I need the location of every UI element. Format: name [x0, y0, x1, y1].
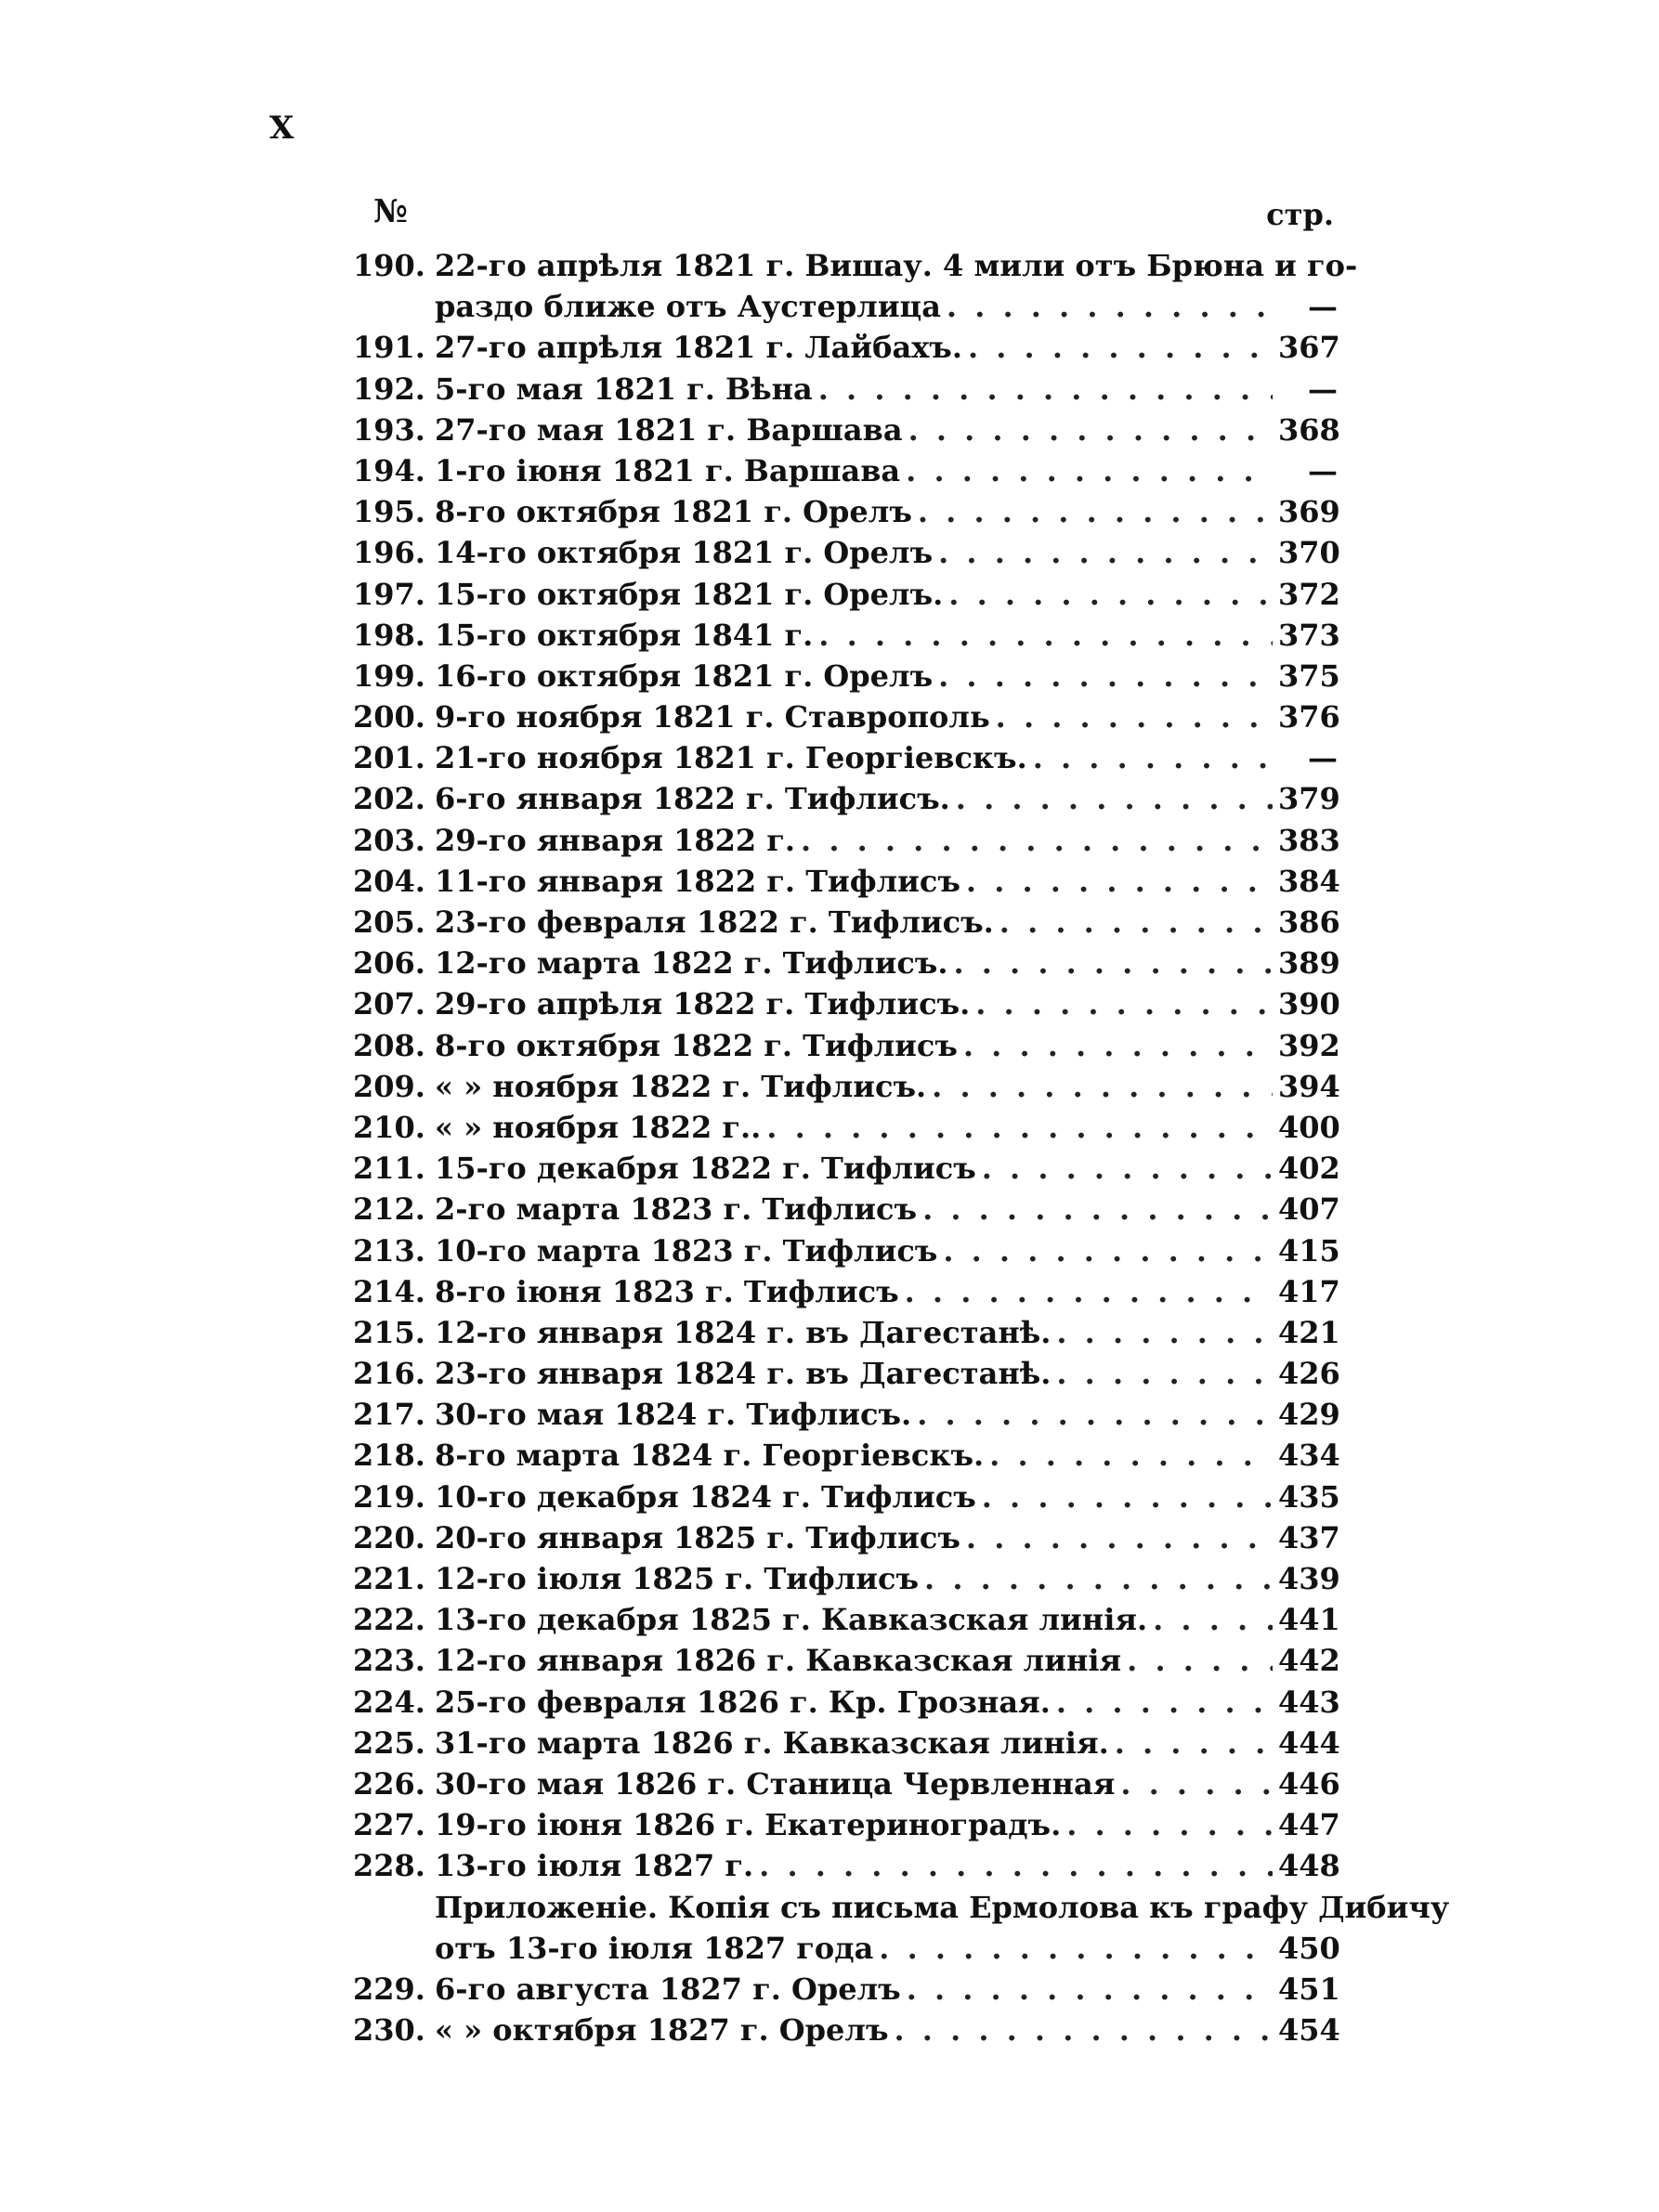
dot-leader — [1120, 1763, 1273, 1804]
dot-leader — [908, 410, 1273, 450]
toc-entry — [353, 615, 1338, 656]
entry-title: « » ноября 1822 г. Тифлисъ. — [435, 1068, 927, 1104]
entry-leader-line — [435, 1558, 1338, 1599]
toc-entry — [353, 410, 1338, 450]
entry-number: 192. — [353, 371, 425, 407]
entry-number: 210. — [353, 1109, 425, 1145]
toc-entry — [353, 902, 1338, 943]
toc-entry — [353, 2010, 1338, 2050]
toc-entry — [353, 1066, 1338, 1107]
entry-title: 12-го іюля 1825 г. Тифлисъ — [435, 1561, 920, 1596]
toc-entry — [353, 1435, 1338, 1476]
entry-title: 16-го октября 1821 г. Орелъ — [435, 657, 934, 694]
dot-leader — [1033, 737, 1273, 778]
dot-leader — [938, 532, 1273, 573]
dot-leader — [906, 450, 1273, 491]
entry-leader-line — [435, 820, 1338, 861]
entry-page: 437 — [1278, 1519, 1340, 1555]
entry-title: 19-го іюня 1826 г. Екатериноградъ. — [435, 1807, 1062, 1843]
entry-title: 30-го мая 1824 г. Тифлисъ. — [435, 1397, 912, 1433]
entry-leader-line — [435, 1928, 1338, 1969]
entry-leader-line — [435, 1025, 1338, 1066]
entry-number: 202. — [353, 781, 425, 817]
entry-title: 8-го октября 1821 г. Орелъ — [435, 494, 912, 530]
entry-page: 434 — [1278, 1438, 1340, 1474]
entry-number: 208. — [353, 1027, 425, 1063]
entry-leader-line — [435, 1969, 1338, 2010]
toc-entry — [353, 1148, 1338, 1189]
entry-title: « » ноября 1822 г.. — [435, 1109, 762, 1145]
dot-leader — [818, 369, 1273, 410]
entry-page: 429 — [1278, 1397, 1340, 1433]
dot-leader — [759, 1845, 1273, 1886]
entry-leader-line — [435, 1271, 1338, 1312]
entry-leader-line — [435, 696, 1338, 737]
entry-title: « » октября 1827 г. Орелъ — [435, 2012, 889, 2049]
entry-leader-line — [435, 983, 1338, 1024]
entry-leader-line — [435, 369, 1338, 410]
entry-title: 30-го мая 1826 г. Станица Червленная — [435, 1765, 1116, 1802]
entry-number: 218. — [353, 1438, 425, 1474]
dot-leader — [918, 491, 1273, 532]
dot-leader — [956, 778, 1273, 819]
toc-entry — [353, 1189, 1338, 1230]
entry-title: 11-го января 1822 г. Тифлисъ — [435, 863, 960, 899]
toc-entry — [353, 574, 1338, 615]
dot-leader — [766, 1107, 1273, 1148]
entry-title: 15-го октября 1841 г. — [435, 617, 814, 653]
toc-entry-line — [353, 245, 1358, 286]
dot-leader — [1056, 1353, 1273, 1394]
entry-page: 392 — [1278, 1027, 1340, 1063]
entry-title: 27-го мая 1821 г. Варшава — [435, 411, 903, 448]
entry-page: 389 — [1278, 945, 1340, 982]
entry-title: 9-го ноября 1821 г. Ставрополь — [435, 699, 990, 735]
entry-number: 219. — [353, 1478, 425, 1515]
entry-number: 217. — [353, 1397, 425, 1433]
entry-page: 375 — [1278, 657, 1340, 694]
entry-number: 200. — [353, 699, 425, 735]
entry-page: 426 — [1278, 1356, 1340, 1392]
entry-number: 213. — [353, 1232, 425, 1269]
entry-title: 1-го іюня 1821 г. Варшава — [435, 452, 901, 488]
toc-entry — [353, 1723, 1338, 1763]
entry-page: 451 — [1278, 1971, 1340, 2007]
entry-number: 209. — [353, 1068, 425, 1104]
entry-leader-line — [435, 450, 1338, 491]
toc-entry — [353, 1394, 1338, 1435]
entry-leader-line — [435, 1230, 1338, 1271]
dot-leader — [966, 1517, 1273, 1558]
entry-title: 12-го марта 1822 г. Тифлисъ. — [435, 945, 948, 982]
toc-entry — [353, 1969, 1338, 2010]
entry-leader-line — [435, 737, 1338, 778]
toc-entry — [353, 656, 1338, 696]
entry-title: 25-го февраля 1826 г. Кр. Грозная. — [435, 1684, 1051, 1720]
toc-entry — [353, 450, 1338, 491]
dot-leader — [953, 943, 1273, 983]
entry-page: 400 — [1278, 1109, 1340, 1145]
entry-title: 5-го мая 1821 г. Вѣна — [435, 371, 813, 407]
entry-title: 14-го октября 1821 г. Орелъ — [435, 535, 934, 571]
entry-title: 20-го января 1825 г. Тифлисъ — [435, 1519, 960, 1555]
dot-leader — [996, 696, 1273, 737]
entry-page: 454 — [1278, 2012, 1340, 2049]
dot-leader — [989, 1435, 1273, 1476]
dot-leader — [1127, 1640, 1273, 1681]
entry-number: 225. — [353, 1724, 425, 1761]
entry-title: 8-го іюня 1823 г. Тифлисъ — [435, 1273, 899, 1309]
entry-leader-line — [435, 1189, 1338, 1230]
entry-page: 441 — [1278, 1602, 1340, 1638]
toc-entry — [353, 1477, 1338, 1517]
entry-page: 369 — [1278, 494, 1340, 530]
dot-leader — [966, 861, 1273, 902]
entry-leader-line — [435, 1517, 1338, 1558]
toc-entry — [353, 1230, 1338, 1271]
toc-entry — [353, 983, 1338, 1024]
entry-title: 21-го ноября 1821 г. Георгіевскъ. — [435, 740, 1027, 776]
dot-leader — [982, 1477, 1273, 1517]
entry-page: — — [1308, 289, 1338, 325]
entry-leader-line — [435, 778, 1338, 819]
entry-page: 442 — [1278, 1643, 1340, 1679]
toc-entry — [353, 1025, 1338, 1066]
entry-page: 384 — [1278, 863, 1340, 899]
dot-leader — [1066, 1804, 1273, 1845]
entry-page: 407 — [1278, 1191, 1340, 1228]
entry-page: 402 — [1278, 1151, 1340, 1187]
toc-entry — [353, 943, 1338, 983]
dot-leader — [924, 1558, 1273, 1599]
entry-leader-line — [435, 615, 1338, 656]
header-page-label: стр. — [1266, 197, 1334, 232]
entry-number: 207. — [353, 986, 425, 1022]
toc-entry-line — [353, 1887, 1450, 1928]
entry-number: 191. — [353, 330, 425, 366]
entry-leader-line — [435, 1435, 1338, 1476]
entry-number: 195. — [353, 494, 425, 530]
entry-leader-line — [435, 491, 1338, 532]
entry-number: 196. — [353, 535, 425, 571]
entry-page: 390 — [1278, 986, 1340, 1022]
toc-entry — [353, 369, 1338, 410]
entry-leader-line — [435, 1599, 1338, 1640]
entry-title: 29-го января 1822 г. — [435, 822, 796, 858]
table-of-contents — [353, 193, 1450, 2050]
entry-number: 226. — [353, 1765, 425, 1802]
entry-number: 227. — [353, 1807, 425, 1843]
entry-number: 198. — [353, 617, 425, 653]
entry-page: 421 — [1278, 1314, 1340, 1350]
entry-number: 229. — [353, 1971, 425, 2007]
page-roman-number: X — [269, 110, 295, 147]
entry-leader-line — [435, 1148, 1338, 1189]
header-number-sign: № — [373, 193, 408, 230]
entry-number: 230. — [353, 2012, 425, 2049]
entry-number: 215. — [353, 1314, 425, 1350]
toc-header — [353, 193, 1338, 245]
dot-leader — [932, 1066, 1273, 1107]
entry-page: 444 — [1278, 1724, 1340, 1761]
toc-entry — [353, 1763, 1338, 1804]
entry-page: 447 — [1278, 1807, 1340, 1843]
entry-leader-line — [435, 410, 1338, 450]
entry-leader-line — [435, 1763, 1338, 1804]
entry-number: 216. — [353, 1356, 425, 1392]
entry-leader-line — [435, 2010, 1338, 2050]
dot-leader — [907, 1969, 1273, 2010]
entry-title: 6-го января 1822 г. Тифлисъ. — [435, 781, 950, 817]
dot-leader — [922, 1189, 1273, 1230]
dot-leader — [895, 2010, 1273, 2050]
entry-page: 373 — [1278, 617, 1340, 653]
entry-page: — — [1308, 371, 1338, 407]
entry-number: 203. — [353, 822, 425, 858]
entry-page: 417 — [1278, 1273, 1340, 1309]
entry-page: 448 — [1278, 1848, 1340, 1884]
entry-title: раздо ближе отъ Аустерлица — [435, 289, 941, 325]
entry-page: — — [1308, 452, 1338, 488]
dot-leader — [905, 1271, 1273, 1312]
entry-number: 204. — [353, 863, 425, 899]
dot-leader — [947, 286, 1273, 327]
toc-entry — [353, 1928, 1338, 1969]
entry-leader-line — [435, 286, 1338, 327]
dot-leader — [1056, 1682, 1273, 1723]
entry-leader-line — [435, 1640, 1338, 1681]
entry-leader-line — [435, 1682, 1338, 1723]
entry-number: 228. — [353, 1848, 425, 1884]
entry-number: 223. — [353, 1643, 425, 1679]
toc-entry — [353, 491, 1338, 532]
entry-title: 31-го марта 1826 г. Кавказская линія. — [435, 1724, 1109, 1761]
entry-title: 10-го декабря 1824 г. Тифлисъ — [435, 1478, 976, 1515]
entry-leader-line — [435, 327, 1338, 368]
entry-leader-line — [435, 1107, 1338, 1148]
dot-leader — [879, 1928, 1273, 1969]
entry-page: 367 — [1278, 330, 1340, 366]
entry-title-first-line: 22-го апрѣля 1821 г. Вишау. 4 мили отъ Брюна и го- — [435, 248, 1358, 283]
entry-page: — — [1308, 740, 1338, 776]
dot-leader — [968, 327, 1273, 368]
entry-page: 415 — [1278, 1232, 1340, 1269]
dot-leader — [943, 1230, 1273, 1271]
entry-number: 211. — [353, 1151, 425, 1187]
entry-number: 206. — [353, 945, 425, 982]
entry-title: 13-го декабря 1825 г. Кавказская линія. — [435, 1602, 1148, 1638]
entry-leader-line — [435, 902, 1338, 943]
entry-title-first-line: Приложеніе. Копія съ письма Ермолова къ графу Дибичу — [435, 1889, 1450, 1925]
entry-leader-line — [435, 1394, 1338, 1435]
entry-title: 2-го марта 1823 г. Тифлисъ — [435, 1191, 918, 1228]
entry-number: 194. — [353, 452, 425, 488]
toc-entry — [353, 532, 1338, 573]
entry-number: 193. — [353, 411, 425, 448]
entry-title: 12-го января 1824 г. въ Дагестанѣ. — [435, 1314, 1052, 1350]
entry-leader-line — [435, 1723, 1338, 1763]
toc-entry — [353, 1107, 1338, 1148]
entry-title: 27-го апрѣля 1821 г. Лайбахъ. — [435, 330, 962, 366]
entry-leader-line — [435, 1845, 1338, 1886]
toc-entry — [353, 861, 1338, 902]
entry-page: 439 — [1278, 1561, 1340, 1596]
entry-page: 394 — [1278, 1068, 1340, 1104]
entry-number: 220. — [353, 1519, 425, 1555]
entry-leader-line — [435, 861, 1338, 902]
toc-entry — [353, 737, 1338, 778]
dot-leader — [1115, 1723, 1273, 1763]
entry-page: 435 — [1278, 1478, 1340, 1515]
entry-leader-line — [435, 1477, 1338, 1517]
toc-entry — [353, 1312, 1338, 1353]
entry-title: 8-го марта 1824 г. Георгіевскъ. — [435, 1438, 985, 1474]
toc-entry — [353, 1804, 1338, 1845]
dot-leader — [975, 983, 1273, 1024]
entry-page: 386 — [1278, 904, 1340, 940]
entry-page: 379 — [1278, 781, 1340, 817]
dot-leader — [801, 820, 1273, 861]
entry-title: 23-го января 1824 г. въ Дагестанѣ. — [435, 1356, 1052, 1392]
dot-leader — [938, 656, 1273, 696]
dot-leader — [963, 1025, 1273, 1066]
entry-number: 212. — [353, 1191, 425, 1228]
toc-entry — [353, 820, 1338, 861]
entry-leader-line — [435, 1353, 1338, 1394]
entry-title: 23-го февраля 1822 г. Тифлисъ. — [435, 904, 994, 940]
entry-number: 205. — [353, 904, 425, 940]
entry-title: 13-го іюля 1827 г. — [435, 1848, 754, 1884]
entry-title: 15-го октября 1821 г. Орелъ. — [435, 576, 944, 612]
toc-entry — [353, 1271, 1338, 1312]
toc-entry — [353, 1353, 1338, 1394]
entry-title: 12-го января 1826 г. Кавказская линія — [435, 1643, 1122, 1679]
toc-entries — [353, 245, 1450, 2050]
dot-leader — [1056, 1312, 1273, 1353]
entry-number: 197. — [353, 576, 425, 612]
toc-entry — [353, 286, 1338, 327]
dot-leader — [999, 902, 1273, 943]
entry-page: 446 — [1278, 1765, 1340, 1802]
toc-entry — [353, 696, 1338, 737]
entry-title: 10-го марта 1823 г. Тифлисъ — [435, 1232, 938, 1269]
dot-leader — [917, 1394, 1273, 1435]
toc-entry — [353, 778, 1338, 819]
dot-leader — [982, 1148, 1273, 1189]
entry-page: 368 — [1278, 411, 1340, 448]
entry-title: 15-го декабря 1822 г. Тифлисъ — [435, 1151, 976, 1187]
toc-entry — [353, 1845, 1338, 1886]
entry-title: 8-го октября 1822 г. Тифлисъ — [435, 1027, 958, 1063]
entry-leader-line — [435, 943, 1338, 983]
entry-number: 190. — [353, 248, 425, 283]
entry-number: 199. — [353, 657, 425, 694]
entry-page: 443 — [1278, 1684, 1340, 1720]
entry-page: 372 — [1278, 576, 1340, 612]
toc-entry — [353, 1558, 1338, 1599]
toc-entry — [353, 327, 1338, 368]
entry-page: 370 — [1278, 535, 1340, 571]
toc-entry — [353, 1682, 1338, 1723]
dot-leader — [948, 574, 1273, 615]
entry-title: 6-го августа 1827 г. Орелъ — [435, 1971, 901, 2007]
entry-number: 221. — [353, 1561, 425, 1596]
entry-title: отъ 13-го іюля 1827 года — [435, 1930, 874, 1966]
toc-entry — [353, 1599, 1338, 1640]
entry-number: 201. — [353, 740, 425, 776]
dot-leader — [818, 615, 1273, 656]
toc-entry — [353, 1517, 1338, 1558]
entry-leader-line — [435, 532, 1338, 573]
dot-leader — [1153, 1599, 1273, 1640]
entry-title: 29-го апрѣля 1822 г. Тифлисъ. — [435, 986, 971, 1022]
entry-page: 383 — [1278, 822, 1340, 858]
entry-leader-line — [435, 1312, 1338, 1353]
entry-number: 214. — [353, 1273, 425, 1309]
entry-number: 222. — [353, 1602, 425, 1638]
entry-leader-line — [435, 1804, 1338, 1845]
toc-entry — [353, 1640, 1338, 1681]
entry-number: 224. — [353, 1684, 425, 1720]
entry-leader-line — [435, 574, 1338, 615]
entry-page: 450 — [1278, 1930, 1340, 1966]
entry-page: 376 — [1278, 699, 1340, 735]
entry-leader-line — [435, 1066, 1338, 1107]
entry-leader-line — [435, 656, 1338, 696]
